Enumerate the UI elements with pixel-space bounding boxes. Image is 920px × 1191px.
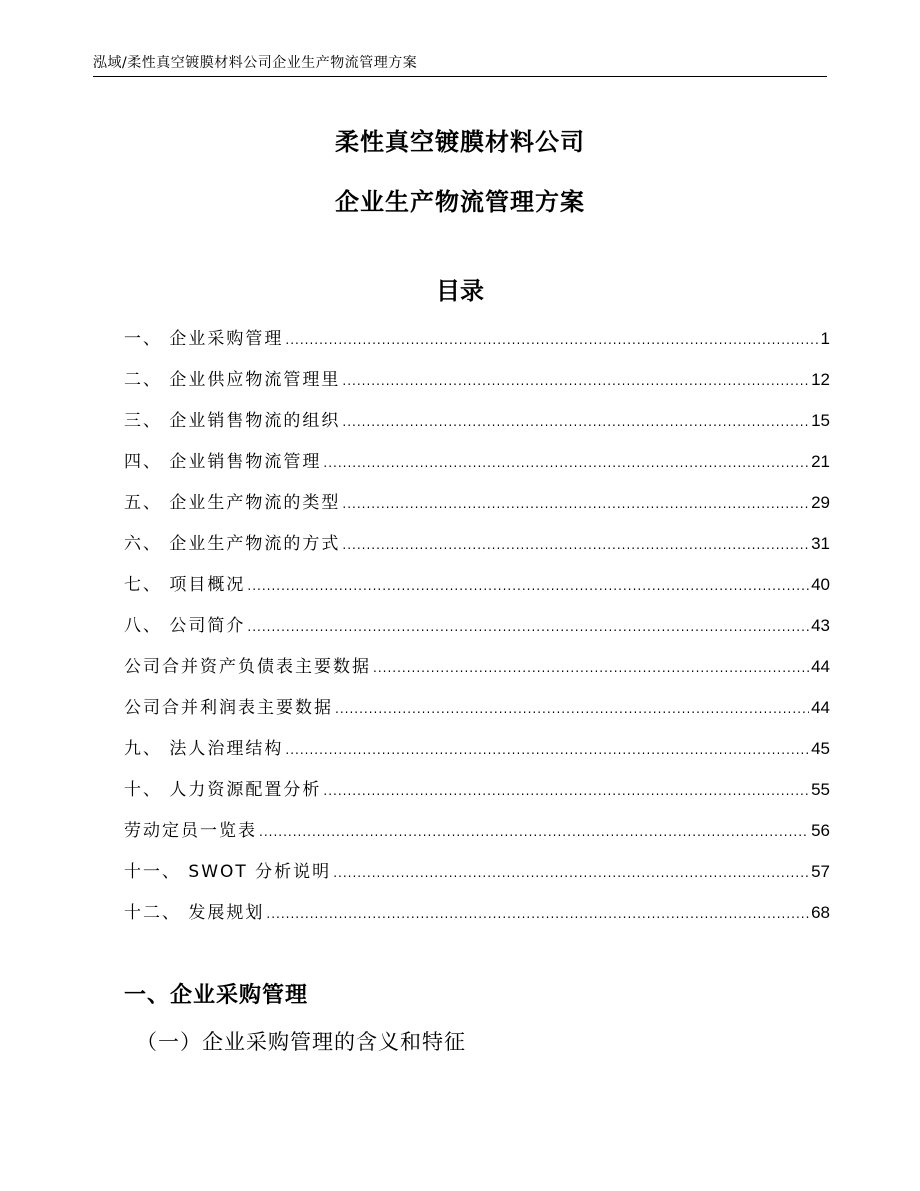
toc-entry-label: 十、 人力资源配置分析 <box>124 780 322 800</box>
running-header: 泓域/柔性真空镀膜材料公司企业生产物流管理方案 <box>93 55 418 71</box>
document-title-line1: 柔性真空镀膜材料公司 <box>335 128 585 156</box>
subsection-heading: （一）企业采购管理的含义和特征 <box>136 1030 466 1054</box>
toc-dot-leader <box>266 894 809 935</box>
section-heading: 一、企业采购管理 <box>124 983 309 1008</box>
toc-entry[interactable] <box>124 646 830 687</box>
toc-entry[interactable] <box>124 769 830 810</box>
toc-entry-label: 九、 法人治理结构 <box>124 739 284 759</box>
toc-entry-label: 十一、 SWOT 分析说明 <box>124 862 332 882</box>
toc-entry-label: 二、 企业供应物流管理里 <box>124 370 341 390</box>
toc-dot-leader <box>323 443 809 484</box>
toc-entry-label: 劳动定员一览表 <box>124 821 257 841</box>
toc-entry-page-number: 29 <box>811 493 830 512</box>
toc-entry-page-number: 56 <box>811 821 830 840</box>
toc-entry-page-number: 43 <box>811 616 830 635</box>
toc-entry-label: 一、 企业采购管理 <box>124 329 284 349</box>
toc-entry[interactable] <box>124 728 830 769</box>
toc-heading: 目录 <box>436 277 484 305</box>
toc-dot-leader <box>333 853 809 894</box>
header-rule <box>93 76 827 77</box>
toc-entry-page-number: 21 <box>811 452 830 471</box>
toc-dot-leader <box>285 730 809 771</box>
document-title-line2: 企业生产物流管理方案 <box>335 188 585 216</box>
toc-entry-page-number: 40 <box>811 575 830 594</box>
toc-entry[interactable] <box>124 359 830 400</box>
toc-entry-page-number: 15 <box>811 411 830 430</box>
toc-entry[interactable] <box>124 564 830 605</box>
toc-entry-page-number: 45 <box>811 739 830 758</box>
toc-entry-label: 三、 企业销售物流的组织 <box>124 411 341 431</box>
toc-dot-leader <box>259 812 809 853</box>
toc-dot-leader <box>373 648 809 689</box>
toc-dot-leader <box>342 402 809 443</box>
toc-entry-page-number: 44 <box>811 657 830 676</box>
toc-entry-label: 六、 企业生产物流的方式 <box>124 534 341 554</box>
toc-entry-label: 七、 项目概况 <box>124 575 246 595</box>
toc-entry-page-number: 12 <box>811 370 830 389</box>
toc-entry[interactable] <box>124 687 830 728</box>
toc-dot-leader <box>342 525 809 566</box>
toc-dot-leader <box>342 484 809 525</box>
toc-dot-leader <box>342 361 809 402</box>
toc-entry-label: 公司合并利润表主要数据 <box>124 698 333 718</box>
toc-dot-leader <box>247 566 809 607</box>
toc-entry[interactable] <box>124 523 830 564</box>
toc-entry-page-number: 55 <box>811 780 830 799</box>
toc-entry[interactable] <box>124 851 830 892</box>
toc-entry-label: 公司合并资产负债表主要数据 <box>124 657 371 677</box>
toc-entry-page-number: 31 <box>811 534 830 553</box>
toc-entry[interactable] <box>124 318 830 359</box>
toc-entry[interactable] <box>124 482 830 523</box>
toc-entry-page-number: 57 <box>811 862 830 881</box>
toc-entry-page-number: 68 <box>811 903 830 922</box>
table-of-contents <box>124 318 830 933</box>
toc-dot-leader <box>247 607 809 648</box>
toc-entry[interactable] <box>124 810 830 851</box>
toc-entry[interactable] <box>124 441 830 482</box>
toc-entry[interactable] <box>124 605 830 646</box>
toc-entry-label: 四、 企业销售物流管理 <box>124 452 322 472</box>
toc-entry[interactable] <box>124 892 830 933</box>
toc-dot-leader <box>335 689 809 730</box>
toc-dot-leader <box>323 771 809 812</box>
toc-entry[interactable] <box>124 400 830 441</box>
toc-entry-page-number: 1 <box>820 329 830 348</box>
toc-entry-label: 五、 企业生产物流的类型 <box>124 493 341 513</box>
toc-entry-label: 十二、 发展规划 <box>124 903 265 923</box>
toc-entry-page-number: 44 <box>811 698 830 717</box>
toc-entry-label: 八、 公司简介 <box>124 616 246 636</box>
toc-dot-leader <box>285 320 818 361</box>
